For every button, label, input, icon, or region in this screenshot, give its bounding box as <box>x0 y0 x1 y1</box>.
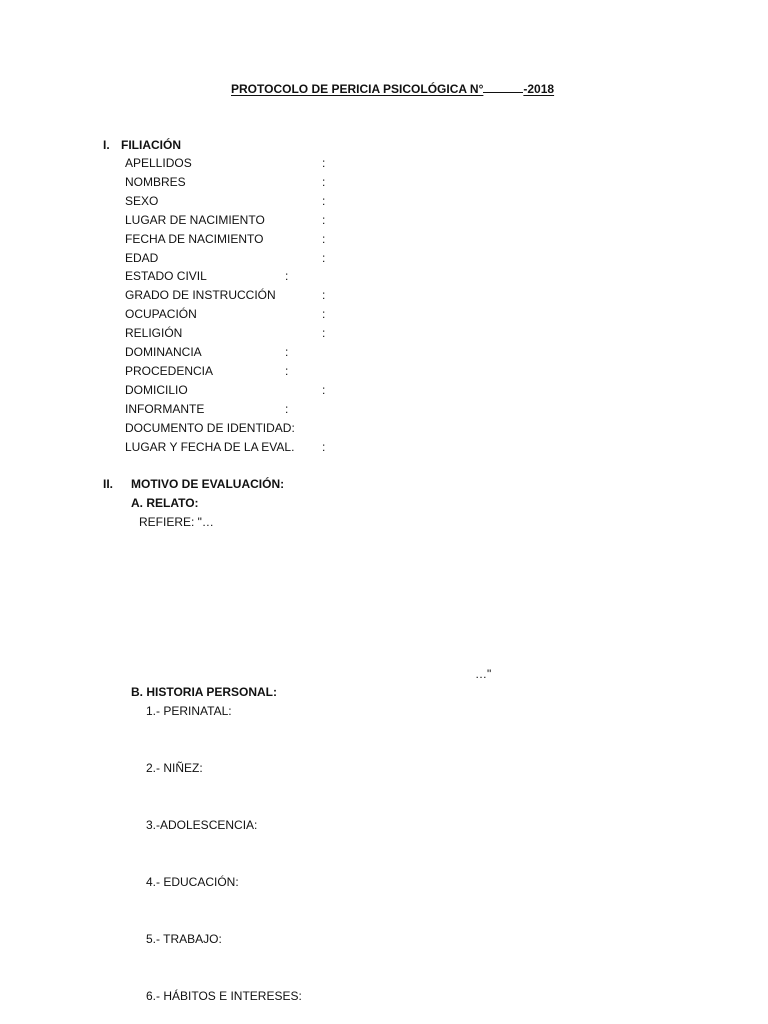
filiacion-field-colon: : <box>285 345 289 359</box>
filiacion-field-colon: : <box>322 326 326 340</box>
section-1-numeral: I. <box>103 138 110 152</box>
filiacion-field-colon: : <box>322 383 326 397</box>
historia-personal-item: 4.- EDUCACIÓN: <box>146 875 239 889</box>
filiacion-field-label: SEXO <box>125 194 159 208</box>
filiacion-field-label: GRADO DE INSTRUCCIÓN <box>125 288 276 302</box>
filiacion-field-label: APELLIDOS <box>125 156 192 170</box>
historia-personal-heading: B. HISTORIA PERSONAL: <box>131 685 278 699</box>
filiacion-field-colon: : <box>322 194 326 208</box>
historia-personal-item: 6.- HÁBITOS E INTERESES: <box>146 989 302 1003</box>
filiacion-field-colon: : <box>322 232 326 246</box>
relato-opening: REFIERE: "… <box>139 515 214 529</box>
document-title <box>231 81 554 96</box>
title-suffix: -2018 <box>523 82 555 96</box>
historia-personal-item: 5.- TRABAJO: <box>146 932 222 946</box>
filiacion-field-colon: : <box>285 269 289 283</box>
historia-personal-item: 2.- NIÑEZ: <box>146 761 203 775</box>
filiacion-field-label: RELIGIÓN <box>125 326 183 340</box>
filiacion-field-label: DOMINANCIA <box>125 345 202 359</box>
historia-personal-item: 1.- PERINATAL: <box>146 704 232 718</box>
title-number-blank <box>483 81 523 93</box>
filiacion-field-colon: : <box>285 402 289 416</box>
section-2-heading: MOTIVO DE EVALUACIÓN: <box>131 477 285 491</box>
filiacion-field-colon: : <box>322 288 326 302</box>
filiacion-field-label: DOCUMENTO DE IDENTIDAD: <box>125 421 295 435</box>
title-prefix: PROTOCOLO DE PERICIA PSICOLÓGICA N° <box>231 82 484 96</box>
filiacion-field-colon: : <box>322 175 326 189</box>
filiacion-field-colon: : <box>322 440 326 454</box>
filiacion-field-label: DOMICILIO <box>125 383 188 397</box>
filiacion-field-label: EDAD <box>125 251 159 265</box>
filiacion-field-colon: : <box>322 251 326 265</box>
filiacion-field-label: FECHA DE NACIMIENTO <box>125 232 264 246</box>
filiacion-field-colon: : <box>285 364 289 378</box>
filiacion-field-colon: : <box>322 156 326 170</box>
filiacion-field-colon: : <box>322 213 326 227</box>
filiacion-field-label: PROCEDENCIA <box>125 364 214 378</box>
relato-heading: A. RELATO: <box>131 496 199 510</box>
section-1-heading: FILIACIÓN <box>121 138 181 152</box>
filiacion-field-label: OCUPACIÓN <box>125 307 197 321</box>
relato-closing: …" <box>475 667 492 681</box>
filiacion-field-label: ESTADO CIVIL <box>125 269 207 283</box>
historia-personal-item: 3.-ADOLESCENCIA: <box>146 818 258 832</box>
filiacion-field-colon: : <box>322 307 326 321</box>
filiacion-field-label: LUGAR Y FECHA DE LA EVAL. <box>125 440 295 454</box>
filiacion-field-label: LUGAR DE NACIMIENTO <box>125 213 265 227</box>
filiacion-field-label: INFORMANTE <box>125 402 205 416</box>
section-2-numeral: II. <box>103 477 114 491</box>
filiacion-field-label: NOMBRES <box>125 175 186 189</box>
